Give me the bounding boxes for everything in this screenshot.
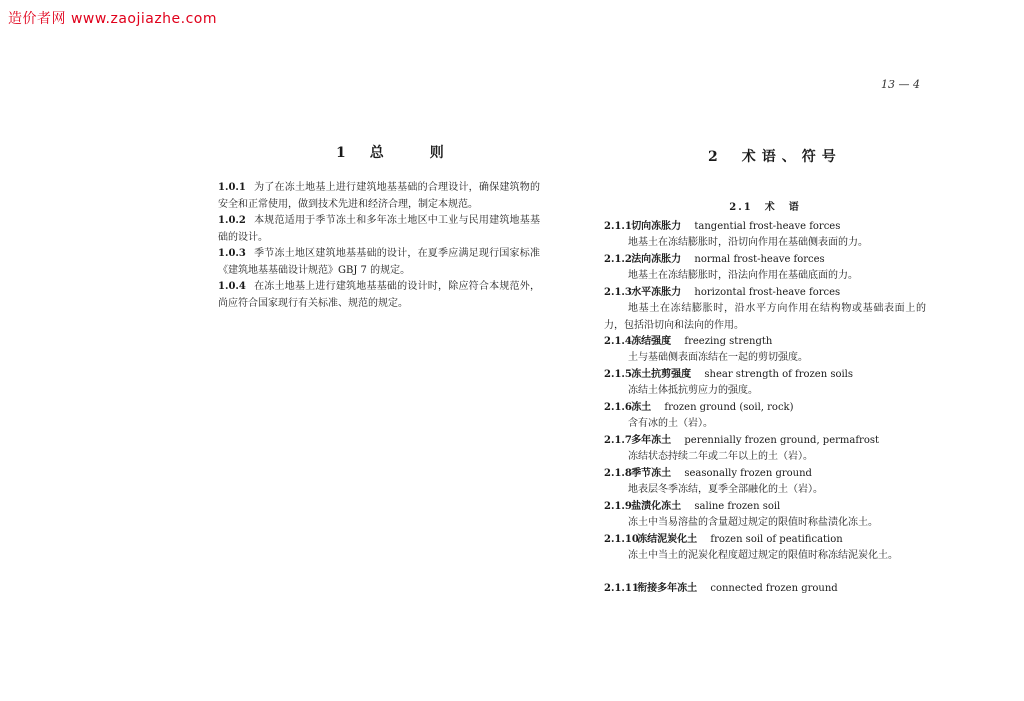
term-english: saline frozen soil (694, 501, 781, 512)
term-english: perennially frozen ground, permafrost (684, 435, 880, 446)
clause-number: 1.0.3 (218, 248, 246, 259)
term-chinese: 多年冻土 (631, 435, 672, 446)
term-english: horizontal frost-heave forces (694, 287, 841, 298)
term-chinese: 冻结强度 (631, 336, 672, 347)
term-chinese: 水平冻胀力 (631, 287, 682, 298)
chapter-2-heading: 术语、符号 (741, 149, 842, 165)
chapter-2-title (708, 146, 842, 166)
term-english: tangential frost-heave forces (694, 221, 841, 232)
clause-1-0-4 (218, 279, 540, 312)
term-english: frozen ground (soil, rock) (664, 402, 794, 413)
term-definition: 地表层冬季冻结，夏季全部融化的土（岩）。 (628, 484, 823, 495)
term-definition: 土与基础侧表面冻结在一起的剪切强度。 (628, 352, 808, 363)
term-entry (604, 499, 926, 516)
clause-text: 季节冻土地区建筑地基基础的设计，在夏季应满足现行国家标准《建筑地基基础设计规范》GBJ 7 的规定。 (218, 248, 540, 276)
term-chinese: 季节冻土 (631, 468, 672, 479)
term-chinese: 法向冻胀力 (631, 254, 682, 265)
term-number: 2.1.8 (604, 468, 632, 479)
term-definition: 冻结状态持续二年或二年以上的土（岩）。 (628, 451, 813, 462)
clause-1-0-1 (218, 180, 540, 213)
term-english: frozen soil of peatification (710, 534, 843, 545)
clause-1-0-2 (218, 213, 540, 246)
term-chinese: 衔接多年冻土 (637, 583, 698, 594)
clause-1-0-3 (218, 246, 540, 279)
term-entry (604, 252, 926, 269)
term-entry (604, 581, 926, 598)
term-entry (604, 285, 926, 302)
term-entry (604, 367, 926, 384)
term-number: 2.1.7 (604, 435, 632, 446)
term-definition: 含有冰的土（岩）。 (628, 418, 713, 429)
term-number: 2.1.3 (604, 287, 632, 298)
term-number: 2.1.9 (604, 501, 632, 512)
chapter-1-number: 1 (336, 145, 352, 161)
term-entry (604, 433, 926, 450)
term-english: freezing strength (684, 336, 773, 347)
term-english: connected frozen ground (710, 583, 838, 594)
clause-number: 1.0.1 (218, 182, 246, 193)
term-chinese: 冻结泥炭化土 (637, 534, 698, 545)
term-chinese: 切向冻胀力 (631, 221, 682, 232)
chapter-2-number: 2 (708, 149, 724, 165)
watermark-text: 造价者网 www.zaojiazhe.com (8, 11, 218, 27)
clause-text: 本规范适用于季节冻土和多年冻土地区中工业与民用建筑地基基础的设计。 (218, 215, 540, 243)
term-entry (604, 219, 926, 236)
term-number: 2.1.10 (604, 534, 639, 545)
term-chinese: 冻土 (631, 402, 652, 413)
term-english: shear strength of frozen soils (704, 369, 854, 380)
clause-number: 1.0.4 (218, 281, 246, 292)
term-entry (604, 466, 926, 483)
chapter-1-title (336, 142, 450, 162)
term-definition: 冻土中当土的泥炭化程度超过规定的限值时称冻结泥炭化土。 (628, 550, 898, 561)
clause-text: 为了在冻土地基上进行建筑地基基础的合理设计，确保建筑物的安全和正常使用，做到技术先进和经济合理，制定本规范。 (218, 182, 540, 210)
clause-number: 1.0.2 (218, 215, 246, 226)
term-english: normal frost-heave forces (694, 254, 825, 265)
term-entry (604, 400, 926, 417)
term-number: 2.1.11 (604, 583, 639, 594)
term-number: 2.1.2 (604, 254, 632, 265)
term-number: 2.1.4 (604, 336, 632, 347)
term-entry (604, 334, 926, 351)
term-number: 2.1.5 (604, 369, 632, 380)
term-definition: 冻土中当易溶盐的含量超过规定的限值时称盐渍化冻土。 (628, 517, 878, 528)
term-definition: 地基土在冻结膨胀时，沿法向作用在基础底面的力。 (628, 270, 858, 281)
term-entry (604, 532, 926, 549)
term-english: seasonally frozen ground (684, 468, 812, 479)
term-chinese: 冻土抗剪强度 (631, 369, 692, 380)
term-number: 2.1.1 (604, 221, 632, 232)
clause-text: 在冻土地基上进行建筑地基基础的设计时，除应符合本规范外，尚应符合国家现行有关标准、规范的规定。 (218, 281, 540, 309)
chapter-1-heading: 总 则 (369, 145, 450, 161)
term-number: 2.1.6 (604, 402, 632, 413)
term-definition: 地基土在冻结膨胀时，沿水平方向作用在结构物或基础表面上的力，包括沿切向和法向的作用。 (604, 303, 926, 331)
term-definition: 冻结土体抵抗剪应力的强度。 (628, 385, 758, 396)
section-2-1-title: 2.1 术 语 (729, 202, 801, 213)
term-chinese: 盐渍化冻土 (631, 501, 682, 512)
term-definition: 地基土在冻结膨胀时，沿切向作用在基础侧表面的力。 (628, 237, 868, 248)
page-number: 13 — 4 (881, 78, 920, 91)
